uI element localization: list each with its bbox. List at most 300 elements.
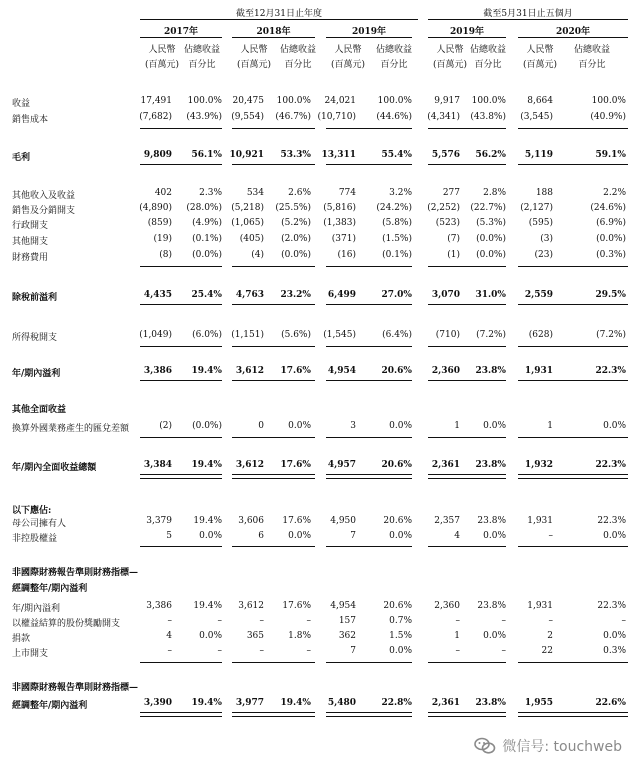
cell-value: 56.1% xyxy=(191,150,222,160)
cell-value: 0.0% xyxy=(199,631,222,641)
cell-value: 5,480 xyxy=(327,698,356,708)
cell-value: 1.5% xyxy=(389,631,412,641)
cell-value: (0.1%) xyxy=(192,234,222,244)
cell-value: (9,554) xyxy=(231,112,264,122)
cell-value: 3,612 xyxy=(235,460,264,470)
cell-value: (1,065) xyxy=(231,218,264,228)
cell-value: – xyxy=(306,646,311,656)
single-rule xyxy=(326,164,412,165)
cell-value: (5.6%) xyxy=(281,330,311,340)
double-rule xyxy=(518,474,628,479)
year-underline xyxy=(140,37,222,38)
cell-value: (1,545) xyxy=(323,330,356,340)
cell-value: 20.6% xyxy=(381,366,412,376)
cell-value: 4,954 xyxy=(327,366,356,376)
cell-value: 8,664 xyxy=(527,96,553,106)
row-label: 非國際財務報告準則財務指標— xyxy=(12,568,139,578)
single-rule xyxy=(140,346,222,347)
percent-subheader: 佔總收益 百分比 xyxy=(375,45,412,70)
cell-value: 22.8% xyxy=(381,698,412,708)
single-rule xyxy=(140,380,222,381)
currency-subheader: 人民幣 (百萬元) xyxy=(144,45,180,70)
cell-value: (40.9%) xyxy=(590,112,626,122)
cell-value: (22.7%) xyxy=(470,203,506,213)
cell-value: 9,809 xyxy=(143,150,172,160)
cell-value: (25.5%) xyxy=(275,203,311,213)
cell-value: 2.6% xyxy=(288,188,311,198)
single-rule xyxy=(232,437,315,438)
cell-value: (43.9%) xyxy=(186,112,222,122)
year-underline xyxy=(232,37,315,38)
cell-value: 19.4% xyxy=(191,698,222,708)
row-label: 其他全面收益 xyxy=(12,405,67,415)
cell-value: (1,049) xyxy=(139,330,172,340)
cell-value: – xyxy=(167,646,172,656)
cell-value: 3,977 xyxy=(235,698,264,708)
cell-value: (0.0%) xyxy=(596,234,626,244)
cell-value: 5,576 xyxy=(431,150,460,160)
single-rule xyxy=(428,546,506,547)
cell-value: 1.8% xyxy=(288,631,311,641)
row-label: 捐款 xyxy=(12,634,31,644)
cell-value: (859) xyxy=(147,218,172,228)
cell-value: 3.2% xyxy=(389,188,412,198)
single-rule xyxy=(428,346,506,347)
cell-value: 0.0% xyxy=(288,531,311,541)
cell-value: 1 xyxy=(454,631,460,641)
cell-value: – xyxy=(548,616,553,626)
cell-value: 0.0% xyxy=(483,421,506,431)
cell-value: 1,931 xyxy=(524,366,553,376)
cell-value: 3,384 xyxy=(143,460,172,470)
single-rule xyxy=(518,546,628,547)
cell-value: 365 xyxy=(246,631,264,641)
cell-value: (1) xyxy=(447,250,460,260)
row-label: 換算外國業務產生的匯兌差額 xyxy=(12,424,130,434)
cell-value: 0.0% xyxy=(389,421,412,431)
cell-value: 2,559 xyxy=(524,290,553,300)
cell-value: (7,682) xyxy=(139,112,172,122)
cell-value: 534 xyxy=(246,188,264,198)
cell-value: 0.0% xyxy=(389,531,412,541)
row-label: 財務費用 xyxy=(12,253,49,263)
cell-value: 6 xyxy=(258,531,264,541)
row-label: 以下應佔: xyxy=(12,506,52,516)
double-rule xyxy=(518,712,628,717)
row-label: 經調整年/期內溢利 xyxy=(12,701,88,711)
cell-value: 20.6% xyxy=(383,516,412,526)
row-label: 行政開支 xyxy=(12,221,49,231)
cell-value: 23.8% xyxy=(475,698,506,708)
cell-value: (595) xyxy=(528,218,553,228)
cell-value: (0.0%) xyxy=(476,250,506,260)
cell-value: 22.6% xyxy=(595,698,626,708)
cell-value: 23.8% xyxy=(475,366,506,376)
cell-value: (0.0%) xyxy=(281,250,311,260)
cell-value: 9,917 xyxy=(434,96,460,106)
cell-value: 3,612 xyxy=(238,601,264,611)
cell-value: (4.9%) xyxy=(192,218,222,228)
cell-value: (46.7%) xyxy=(275,112,311,122)
cell-value: 0.0% xyxy=(389,646,412,656)
single-rule xyxy=(518,662,628,663)
single-rule xyxy=(518,437,628,438)
cell-value: (2,127) xyxy=(520,203,553,213)
cell-value: 2,361 xyxy=(431,460,460,470)
cell-value: 22.3% xyxy=(597,601,626,611)
cell-value: 3,390 xyxy=(143,698,172,708)
cell-value: – xyxy=(306,616,311,626)
cell-value: 0.0% xyxy=(603,421,626,431)
cell-value: (3,545) xyxy=(520,112,553,122)
cell-value: (7.2%) xyxy=(476,330,506,340)
cell-value: 0 xyxy=(258,421,264,431)
cell-value: 20.6% xyxy=(381,460,412,470)
cell-value: 2.2% xyxy=(603,188,626,198)
row-label: 經調整年/期內溢利 xyxy=(12,584,88,594)
cell-value: (3) xyxy=(540,234,553,244)
cell-value: 100.0% xyxy=(377,96,412,106)
cell-value: 100.0% xyxy=(187,96,222,106)
cell-value: 7 xyxy=(350,531,356,541)
row-label: 除稅前溢利 xyxy=(12,293,58,303)
cell-value: (0.0%) xyxy=(476,234,506,244)
cell-value: (5,218) xyxy=(231,203,264,213)
cell-value: 19.4% xyxy=(193,601,222,611)
cell-value: (6.0%) xyxy=(192,330,222,340)
double-rule xyxy=(326,712,412,717)
cell-value: 29.5% xyxy=(595,290,626,300)
single-rule xyxy=(518,164,628,165)
cell-value: 6,499 xyxy=(327,290,356,300)
cell-value: 19.4% xyxy=(191,460,222,470)
row-label: 所得稅開支 xyxy=(12,333,58,343)
cell-value: 3,612 xyxy=(235,366,264,376)
cell-value: – xyxy=(548,531,553,541)
year-header: 2020年 xyxy=(555,27,591,37)
cell-value: (0.1%) xyxy=(382,250,412,260)
cell-value: (23) xyxy=(534,250,553,260)
cell-value: 5,119 xyxy=(524,150,553,160)
single-rule xyxy=(232,164,315,165)
cell-value: 22.3% xyxy=(597,516,626,526)
cell-value: 1 xyxy=(547,421,553,431)
percent-subheader: 佔總收益 百分比 xyxy=(183,45,220,70)
cell-value: 1 xyxy=(454,421,460,431)
cell-value: (44.6%) xyxy=(376,112,412,122)
cell-value: (43.8%) xyxy=(470,112,506,122)
cell-value: 277 xyxy=(442,188,460,198)
cell-value: (628) xyxy=(528,330,553,340)
double-rule xyxy=(140,474,222,479)
cell-value: 4,957 xyxy=(327,460,356,470)
cell-value: 0.3% xyxy=(603,646,626,656)
cell-value: 19.4% xyxy=(280,698,311,708)
single-rule xyxy=(140,662,222,663)
cell-value: 0.0% xyxy=(603,631,626,641)
year-header: 2019年 xyxy=(351,27,387,37)
cell-value: 1,931 xyxy=(527,516,553,526)
currency-subheader: 人民幣 (百萬元) xyxy=(236,45,272,70)
group-header-five-months: 截至5月31日止五個月 xyxy=(483,9,573,19)
year-underline xyxy=(326,37,412,38)
cell-value: (371) xyxy=(331,234,356,244)
double-rule xyxy=(428,474,506,479)
cell-value: (4,341) xyxy=(427,112,460,122)
row-label: 收益 xyxy=(12,99,31,109)
cell-value: 4 xyxy=(166,631,172,641)
cell-value: 3 xyxy=(350,421,356,431)
cell-value: – xyxy=(501,616,506,626)
cell-value: 402 xyxy=(154,188,172,198)
cell-value: 19.4% xyxy=(191,366,222,376)
cell-value: (1,151) xyxy=(231,330,264,340)
cell-value: 2,361 xyxy=(431,698,460,708)
single-rule xyxy=(232,304,315,305)
cell-value: 17.6% xyxy=(282,601,311,611)
cell-value: 17.6% xyxy=(280,366,311,376)
row-label: 銷售及分銷開支 xyxy=(12,206,76,216)
row-label: 年/期內溢利 xyxy=(12,604,61,614)
currency-subheader: 人民幣 (百萬元) xyxy=(330,45,366,70)
cell-value: 0.0% xyxy=(483,631,506,641)
cell-value: 2 xyxy=(547,631,553,641)
row-label: 上市開支 xyxy=(12,649,49,659)
cell-value: (710) xyxy=(435,330,460,340)
cell-value: 7 xyxy=(350,646,356,656)
cell-value: (0.0%) xyxy=(192,421,222,431)
cell-value: 23.8% xyxy=(477,516,506,526)
cell-value: 5 xyxy=(166,531,172,541)
cell-value: 56.2% xyxy=(475,150,506,160)
cell-value: – xyxy=(501,646,506,656)
row-label: 年/期內溢利 xyxy=(12,369,61,379)
single-rule xyxy=(232,346,315,347)
single-rule xyxy=(232,546,315,547)
single-rule xyxy=(428,304,506,305)
group-underline xyxy=(140,19,418,20)
cell-value: (1,383) xyxy=(323,218,356,228)
cell-value: 1,955 xyxy=(524,698,553,708)
cell-value: – xyxy=(259,616,264,626)
single-rule xyxy=(140,304,222,305)
single-rule xyxy=(140,164,222,165)
single-rule xyxy=(232,380,315,381)
row-label: 非控股權益 xyxy=(12,534,58,544)
cell-value: 27.0% xyxy=(381,290,412,300)
watermark-text: 微信号: touchweb xyxy=(502,739,622,755)
cell-value: 22.3% xyxy=(595,366,626,376)
cell-value: 2.8% xyxy=(483,188,506,198)
percent-subheader: 佔總收益 百分比 xyxy=(279,45,316,70)
cell-value: 3,606 xyxy=(238,516,264,526)
percent-subheader: 佔總收益 百分比 xyxy=(469,45,506,70)
cell-value: (8) xyxy=(159,250,172,260)
cell-value: 23.8% xyxy=(475,460,506,470)
single-rule xyxy=(326,662,412,663)
cell-value: (28.0%) xyxy=(186,203,222,213)
cell-value: 3,386 xyxy=(143,366,172,376)
single-rule xyxy=(140,546,222,547)
row-label: 其他收入及收益 xyxy=(12,191,76,201)
cell-value: (405) xyxy=(239,234,264,244)
year-underline xyxy=(428,37,506,38)
cell-value: 0.0% xyxy=(483,531,506,541)
year-header: 2019年 xyxy=(449,27,485,37)
cell-value: (4,890) xyxy=(139,203,172,213)
year-underline xyxy=(518,37,628,38)
row-label: 毛利 xyxy=(12,153,31,163)
cell-value: (2.0%) xyxy=(281,234,311,244)
single-rule xyxy=(326,266,412,267)
percent-subheader: 佔總收益 百分比 xyxy=(573,45,610,70)
cell-value: (24.6%) xyxy=(590,203,626,213)
double-rule xyxy=(140,712,222,717)
single-rule xyxy=(326,346,412,347)
cell-value: (5.8%) xyxy=(382,218,412,228)
cell-value: (6.4%) xyxy=(382,330,412,340)
row-label: 銷售成本 xyxy=(12,115,49,125)
cell-value: 0.0% xyxy=(603,531,626,541)
cell-value: 1,931 xyxy=(527,601,553,611)
cell-value: 13,311 xyxy=(321,150,356,160)
single-rule xyxy=(326,380,412,381)
single-rule xyxy=(428,437,506,438)
cell-value: 24,021 xyxy=(324,96,356,106)
row-label: 其他開支 xyxy=(12,237,49,247)
cell-value: 59.1% xyxy=(595,150,626,160)
cell-value: (523) xyxy=(435,218,460,228)
double-rule xyxy=(232,712,315,717)
single-rule xyxy=(326,437,412,438)
cell-value: 3,070 xyxy=(431,290,460,300)
cell-value: (2) xyxy=(159,421,172,431)
single-rule xyxy=(326,128,412,129)
cell-value: 774 xyxy=(338,188,356,198)
single-rule xyxy=(518,128,628,129)
cell-value: (5,816) xyxy=(323,203,356,213)
single-rule xyxy=(232,662,315,663)
cell-value: 1,932 xyxy=(524,460,553,470)
group-underline xyxy=(428,19,628,20)
cell-value: – xyxy=(217,646,222,656)
wechat-watermark xyxy=(474,736,622,756)
cell-value: 17,491 xyxy=(140,96,172,106)
cell-value: 17.6% xyxy=(280,460,311,470)
cell-value: 2,360 xyxy=(434,601,460,611)
year-header: 2017年 xyxy=(163,27,199,37)
single-rule xyxy=(326,304,412,305)
cell-value: 4,950 xyxy=(330,516,356,526)
cell-value: – xyxy=(167,616,172,626)
cell-value: 0.0% xyxy=(199,531,222,541)
cell-value: 4,435 xyxy=(143,290,172,300)
cell-value: (7.2%) xyxy=(596,330,626,340)
single-rule xyxy=(428,662,506,663)
cell-value: 4,954 xyxy=(330,601,356,611)
single-rule xyxy=(232,266,315,267)
double-rule xyxy=(428,712,506,717)
single-rule xyxy=(518,380,628,381)
cell-value: 23.8% xyxy=(477,601,506,611)
currency-subheader: 人民幣 (百萬元) xyxy=(432,45,468,70)
row-label: 非國際財務報告準則財務指標— xyxy=(12,683,139,693)
cell-value: 100.0% xyxy=(591,96,626,106)
cell-value: 157 xyxy=(338,616,356,626)
single-rule xyxy=(428,128,506,129)
cell-value: 25.4% xyxy=(191,290,222,300)
single-rule xyxy=(140,437,222,438)
cell-value: (2,252) xyxy=(427,203,460,213)
cell-value: 10,921 xyxy=(229,150,264,160)
single-rule xyxy=(326,546,412,547)
single-rule xyxy=(518,304,628,305)
group-header-annual: 截至12月31日止年度 xyxy=(236,9,322,19)
cell-value: (5.3%) xyxy=(476,218,506,228)
cell-value: – xyxy=(259,646,264,656)
single-rule xyxy=(428,266,506,267)
cell-value: 100.0% xyxy=(471,96,506,106)
cell-value: – xyxy=(621,616,626,626)
wechat-icon xyxy=(474,737,496,755)
cell-value: 19.4% xyxy=(193,516,222,526)
cell-value: 100.0% xyxy=(276,96,311,106)
row-label: 母公司擁有人 xyxy=(12,519,67,529)
single-rule xyxy=(140,128,222,129)
double-rule xyxy=(232,474,315,479)
cell-value: – xyxy=(455,646,460,656)
cell-value: 362 xyxy=(338,631,356,641)
cell-value: (0.3%) xyxy=(596,250,626,260)
single-rule xyxy=(518,346,628,347)
single-rule xyxy=(428,380,506,381)
cell-value: (16) xyxy=(337,250,356,260)
cell-value: (7) xyxy=(447,234,460,244)
cell-value: 22 xyxy=(541,646,553,656)
cell-value: 0.0% xyxy=(288,421,311,431)
cell-value: 53.3% xyxy=(280,150,311,160)
cell-value: 3,379 xyxy=(146,516,172,526)
cell-value: (10,710) xyxy=(317,112,356,122)
cell-value: 2,357 xyxy=(434,516,460,526)
double-rule xyxy=(326,474,412,479)
cell-value: 3,386 xyxy=(146,601,172,611)
cell-value: (24.2%) xyxy=(376,203,412,213)
cell-value: – xyxy=(217,616,222,626)
cell-value: (19) xyxy=(153,234,172,244)
cell-value: (6.9%) xyxy=(596,218,626,228)
cell-value: 23.2% xyxy=(280,290,311,300)
year-header: 2018年 xyxy=(256,27,291,37)
cell-value: 20,475 xyxy=(232,96,264,106)
row-label: 以權益結算的股份獎勵開支 xyxy=(12,619,121,629)
cell-value: 22.3% xyxy=(595,460,626,470)
cell-value: 55.4% xyxy=(381,150,412,160)
cell-value: 17.6% xyxy=(282,516,311,526)
cell-value: 2,360 xyxy=(431,366,460,376)
cell-value: 4 xyxy=(454,531,460,541)
cell-value: 4,763 xyxy=(235,290,264,300)
cell-value: – xyxy=(455,616,460,626)
cell-value: (5.2%) xyxy=(281,218,311,228)
cell-value: 0.7% xyxy=(389,616,412,626)
cell-value: (0.0%) xyxy=(192,250,222,260)
row-label: 年/期內全面收益總額 xyxy=(12,463,97,473)
single-rule xyxy=(140,266,222,267)
single-rule xyxy=(518,266,628,267)
cell-value: 188 xyxy=(535,188,553,198)
cell-value: (1.5%) xyxy=(382,234,412,244)
